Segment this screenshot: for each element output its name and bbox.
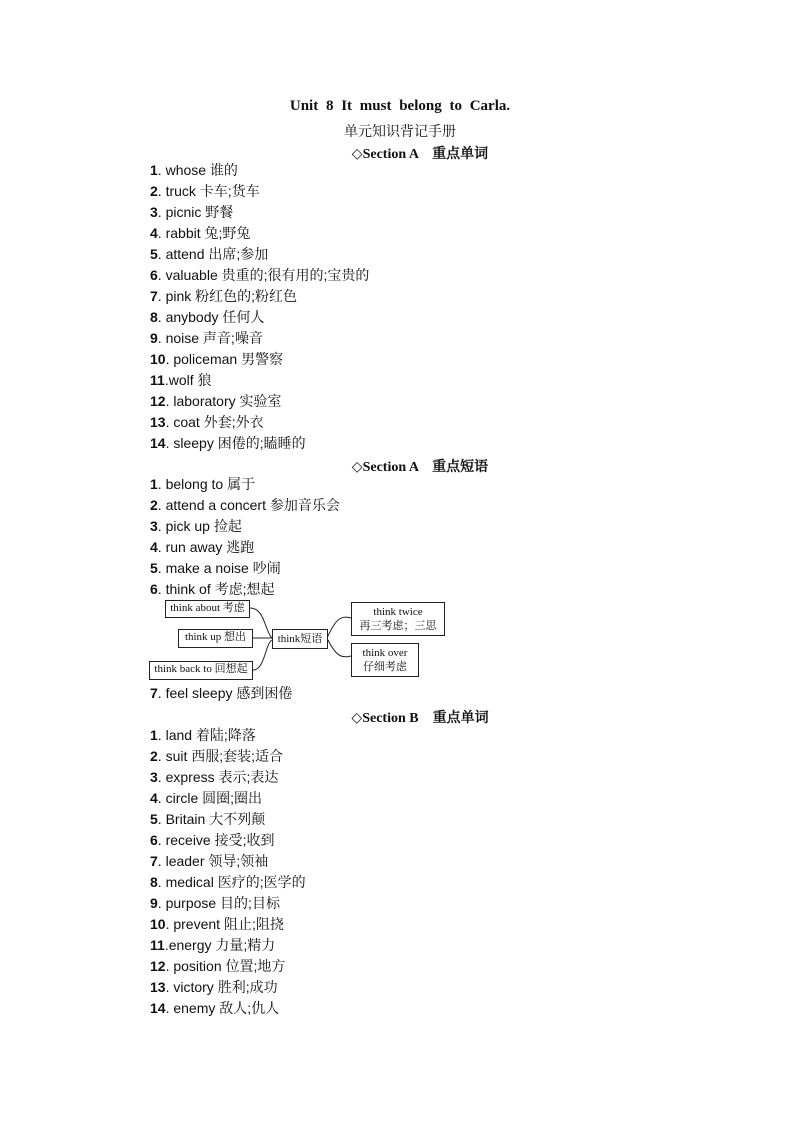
phrase-list-section-a-continued xyxy=(150,683,292,704)
list-item xyxy=(150,328,369,349)
list-item xyxy=(150,391,369,412)
item-separator: . xyxy=(165,351,174,367)
item-text: noise 声音;噪音 xyxy=(165,330,263,346)
item-separator: . xyxy=(157,727,166,743)
list-item xyxy=(150,788,306,809)
item-separator: . xyxy=(157,560,166,576)
mindmap-node-think-over xyxy=(351,643,419,677)
item-separator: . xyxy=(165,958,174,974)
item-text: victory 胜利;成功 xyxy=(173,979,278,995)
item-separator: . xyxy=(157,874,166,890)
item-number: 14 xyxy=(150,1000,166,1016)
item-number: 1 xyxy=(150,476,158,492)
mindmap-node-think-up: think up 想出 xyxy=(178,629,253,648)
list-item xyxy=(150,956,306,977)
item-number: 9 xyxy=(150,895,158,911)
list-item xyxy=(150,181,369,202)
item-number: 8 xyxy=(150,309,158,325)
item-number: 7 xyxy=(150,685,158,701)
think-twice-chinese: 再三考虑；三思 xyxy=(359,620,437,632)
section-heading-b-words: ◇Section B 重点单词 xyxy=(351,711,489,726)
item-number: 2 xyxy=(150,183,158,199)
item-text: think of 考虑;想起 xyxy=(165,581,275,597)
item-separator: . xyxy=(157,162,166,178)
item-text: run away 逃跑 xyxy=(165,539,255,555)
item-text: valuable 贵重的;很有用的;宝贵的 xyxy=(165,267,370,283)
item-text: wolf 狼 xyxy=(168,372,212,388)
list-item xyxy=(150,244,369,265)
item-text: policeman 男警察 xyxy=(173,351,284,367)
item-number: 6 xyxy=(150,581,158,597)
list-item xyxy=(150,370,369,391)
item-text: prevent 阻止;阻挠 xyxy=(173,916,284,932)
mindmap-node-think-twice xyxy=(351,602,445,636)
think-over-english: think over xyxy=(362,647,408,659)
item-number: 13 xyxy=(150,414,166,430)
item-separator: . xyxy=(164,937,169,953)
item-separator: . xyxy=(157,204,166,220)
item-separator: . xyxy=(157,853,166,869)
mindmap-node-center: think短语 xyxy=(272,629,328,649)
list-item xyxy=(150,746,306,767)
item-separator: . xyxy=(157,288,166,304)
list-item xyxy=(150,433,369,454)
mindmap-node-think-back-to: think back to 回想起 xyxy=(149,661,253,680)
page-title: Unit 8 It must belong to Carla. xyxy=(289,98,511,114)
item-text: circle 圆圈;圈出 xyxy=(165,790,263,806)
item-number: 12 xyxy=(150,393,166,409)
item-number: 6 xyxy=(150,267,158,283)
item-number: 12 xyxy=(150,958,166,974)
item-text: receive 接受;收到 xyxy=(165,832,275,848)
list-item xyxy=(150,265,369,286)
item-text: enemy 敌人;仇人 xyxy=(173,1000,280,1016)
item-separator: . xyxy=(157,895,166,911)
list-item xyxy=(150,893,306,914)
item-separator: . xyxy=(157,685,166,701)
item-number: 6 xyxy=(150,832,158,848)
item-text: attend a concert 参加音乐会 xyxy=(165,497,340,513)
item-text: Britain 大不列颠 xyxy=(165,811,266,827)
list-item xyxy=(150,725,306,746)
item-number: 7 xyxy=(150,288,158,304)
item-separator: . xyxy=(157,581,166,597)
item-number: 8 xyxy=(150,874,158,890)
think-twice-english: think twice xyxy=(373,606,423,618)
list-item xyxy=(150,830,306,851)
item-text: whose 谁的 xyxy=(165,162,238,178)
item-number: 11 xyxy=(150,372,165,388)
list-item xyxy=(150,516,340,537)
list-item xyxy=(150,349,369,370)
list-item xyxy=(150,683,292,704)
item-text: leader 领导;领袖 xyxy=(165,853,269,869)
list-item xyxy=(150,160,369,181)
item-separator: . xyxy=(157,769,166,785)
item-text: sleepy 困倦的;瞌睡的 xyxy=(173,435,306,451)
item-text: coat 外套;外衣 xyxy=(173,414,264,430)
item-text: rabbit 兔;野兔 xyxy=(165,225,251,241)
item-text: position 位置;地方 xyxy=(173,958,286,974)
item-text: attend 出席;参加 xyxy=(165,246,269,262)
item-text: picnic 野餐 xyxy=(165,204,234,220)
word-list-section-b xyxy=(150,725,306,1019)
item-text: pick up 捡起 xyxy=(165,518,242,534)
list-item xyxy=(150,412,369,433)
item-text: energy 力量;精力 xyxy=(168,937,276,953)
item-number: 3 xyxy=(150,204,158,220)
item-text: belong to 属于 xyxy=(165,476,256,492)
section-heading-a-phrases: ◇Section A 重点短语 xyxy=(351,460,489,475)
item-separator: . xyxy=(157,518,166,534)
list-item xyxy=(150,767,306,788)
item-number: 3 xyxy=(150,769,158,785)
item-separator: . xyxy=(157,309,166,325)
item-separator: . xyxy=(157,183,166,199)
list-item xyxy=(150,935,306,956)
item-number: 3 xyxy=(150,518,158,534)
item-number: 1 xyxy=(150,162,158,178)
item-number: 7 xyxy=(150,853,158,869)
item-text: make a noise 吵闹 xyxy=(165,560,281,576)
item-separator: . xyxy=(165,393,174,409)
item-separator: . xyxy=(157,832,166,848)
item-text: feel sleepy 感到困倦 xyxy=(165,685,293,701)
page-subtitle: 单元知识背记手册 xyxy=(344,125,456,140)
item-separator: . xyxy=(157,246,166,262)
list-item xyxy=(150,998,306,1019)
item-number: 4 xyxy=(150,225,158,241)
list-item xyxy=(150,914,306,935)
item-number: 4 xyxy=(150,539,158,555)
item-separator: . xyxy=(165,916,174,932)
item-separator: . xyxy=(157,497,166,513)
list-item xyxy=(150,872,306,893)
item-text: suit 西服;套装;适合 xyxy=(165,748,284,764)
item-text: anybody 任何人 xyxy=(165,309,265,325)
item-separator: . xyxy=(165,979,174,995)
item-number: 9 xyxy=(150,330,158,346)
item-text: purpose 目的;目标 xyxy=(165,895,280,911)
item-text: laboratory 实验室 xyxy=(173,393,282,409)
item-separator: . xyxy=(157,476,166,492)
item-number: 10 xyxy=(150,351,166,367)
item-number: 11 xyxy=(150,937,165,953)
list-item xyxy=(150,558,340,579)
phrase-list-section-a xyxy=(150,474,340,600)
item-number: 5 xyxy=(150,246,158,262)
item-text: truck 卡车;货车 xyxy=(165,183,260,199)
item-number: 4 xyxy=(150,790,158,806)
item-separator: . xyxy=(157,539,166,555)
item-separator: . xyxy=(157,748,166,764)
item-number: 13 xyxy=(150,979,166,995)
word-list-section-a xyxy=(150,160,369,454)
list-item xyxy=(150,495,340,516)
item-number: 1 xyxy=(150,727,158,743)
item-text: medical 医疗的;医学的 xyxy=(165,874,306,890)
item-separator: . xyxy=(157,330,166,346)
list-item xyxy=(150,474,340,495)
list-item xyxy=(150,202,369,223)
section-heading-a-words: ◇Section A 重点单词 xyxy=(351,147,489,162)
item-separator: . xyxy=(165,414,174,430)
item-text: land 着陆;降落 xyxy=(165,727,256,743)
think-over-chinese: 仔细考虑 xyxy=(363,661,407,673)
list-item xyxy=(150,286,369,307)
item-separator: . xyxy=(165,435,174,451)
item-separator: . xyxy=(157,267,166,283)
list-item xyxy=(150,307,369,328)
item-number: 5 xyxy=(150,560,158,576)
item-text: express 表示;表达 xyxy=(165,769,279,785)
item-number: 10 xyxy=(150,916,166,932)
item-number: 5 xyxy=(150,811,158,827)
list-item xyxy=(150,977,306,998)
item-number: 14 xyxy=(150,435,166,451)
item-separator: . xyxy=(164,372,169,388)
item-text: pink 粉红色的;粉红色 xyxy=(165,288,298,304)
item-number: 2 xyxy=(150,497,158,513)
item-separator: . xyxy=(165,1000,174,1016)
item-number: 2 xyxy=(150,748,158,764)
list-item xyxy=(150,223,369,244)
list-item xyxy=(150,579,340,600)
think-phrase-mindmap xyxy=(147,598,457,680)
mindmap-node-think-about: think about 考虑 xyxy=(165,600,250,618)
list-item xyxy=(150,851,306,872)
item-separator: . xyxy=(157,790,166,806)
item-separator: . xyxy=(157,811,166,827)
list-item xyxy=(150,537,340,558)
list-item xyxy=(150,809,306,830)
item-separator: . xyxy=(157,225,166,241)
